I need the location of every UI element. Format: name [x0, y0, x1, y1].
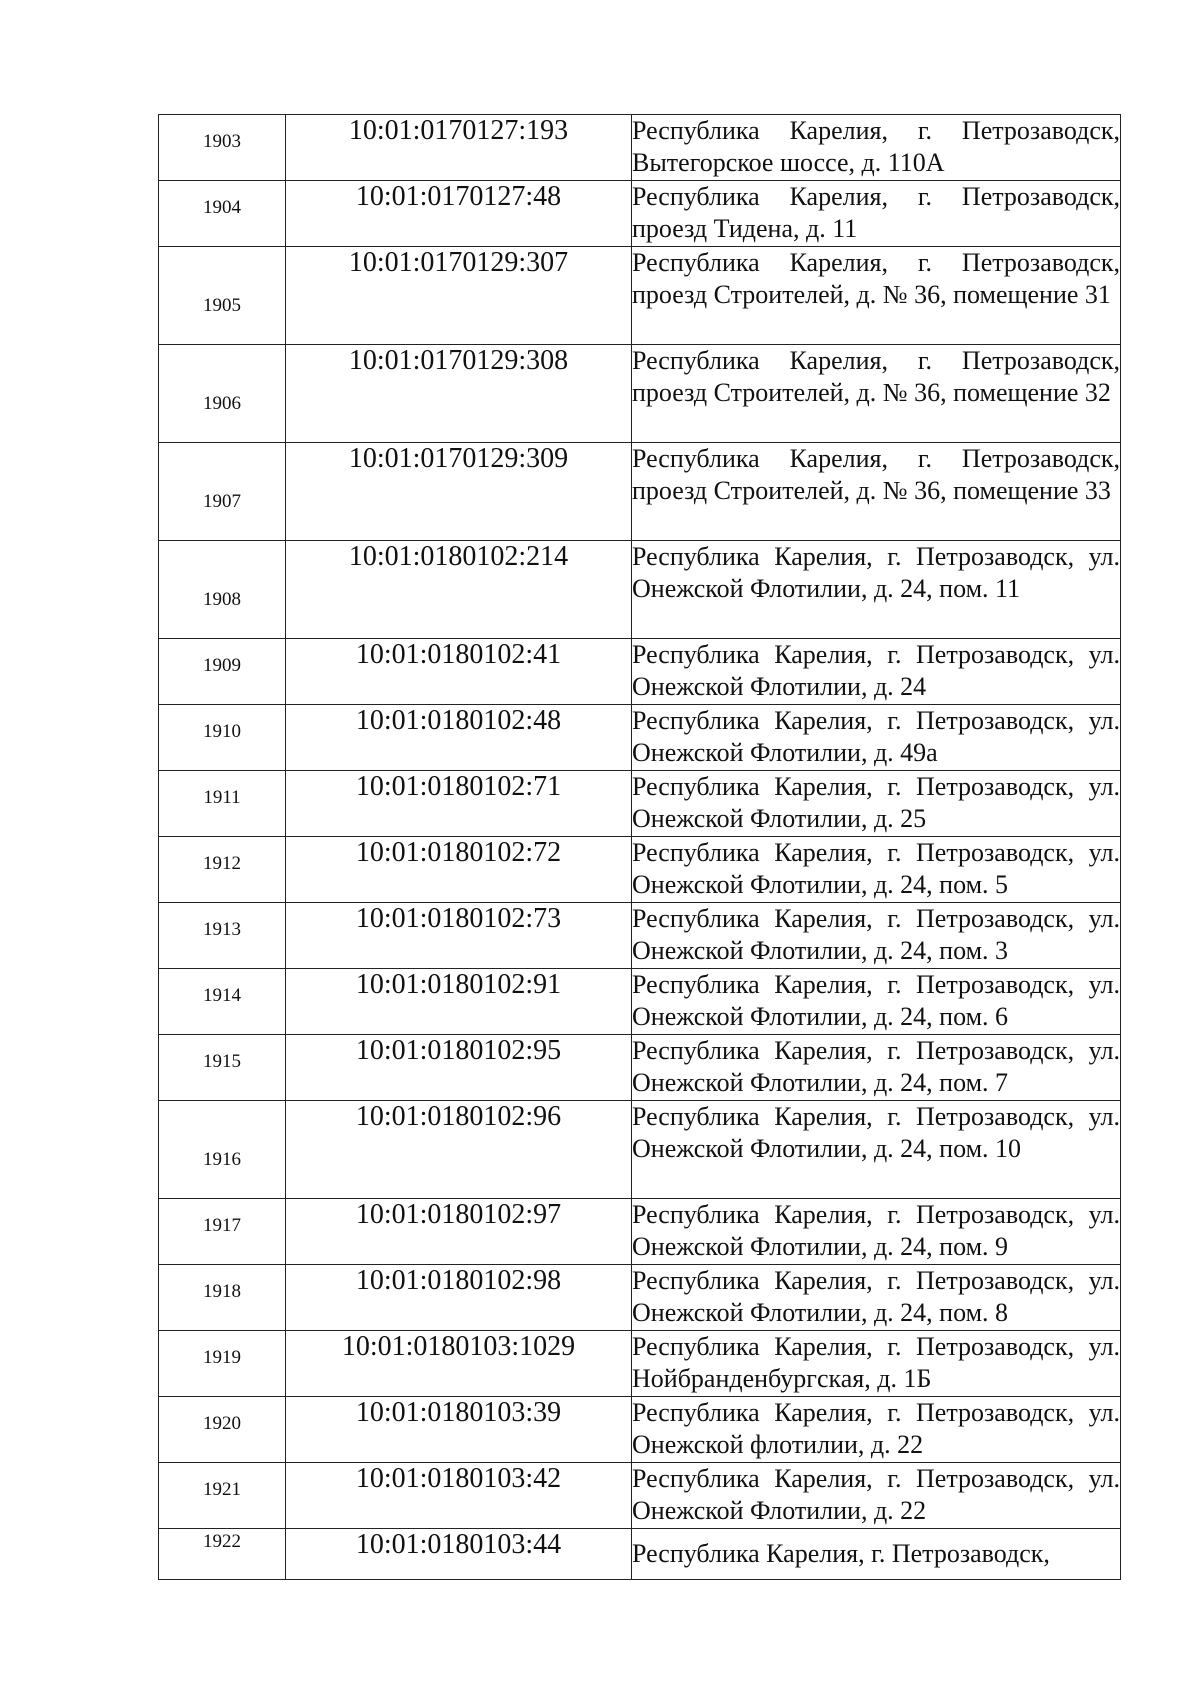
table-row — [159, 705, 1121, 771]
address: Республика Карелия, г. Петрозаводск, проезд Тидена, д. 11 — [632, 181, 1121, 247]
table-row — [159, 345, 1121, 443]
cadastral-number: 10:01:0180102:73 — [286, 903, 632, 969]
cadastral-number: 10:01:0180103:44 — [286, 1529, 632, 1580]
row-number-cell — [159, 115, 286, 181]
table-row — [159, 903, 1121, 969]
row-number: 1920 — [203, 1413, 241, 1434]
row-number: 1906 — [203, 393, 241, 414]
table-row — [159, 181, 1121, 247]
row-number-cell — [159, 247, 286, 345]
address: Республика Карелия, г. Петрозаводск, ул. Онежской флотилии, д. 22 — [632, 1397, 1121, 1463]
cadastral-number: 10:01:0180102:96 — [286, 1101, 632, 1199]
cadastral-number: 10:01:0180103:1029 — [286, 1331, 632, 1397]
cadastral-number: 10:01:0180102:98 — [286, 1265, 632, 1331]
row-number: 1909 — [203, 655, 241, 676]
address: Республика Карелия, г. Петрозаводск, ул. Онежской Флотилии, д. 24, пом. 6 — [632, 969, 1121, 1035]
address: Республика Карелия, г. Петрозаводск, проезд Строителей, д. № 36, помещение 33 — [632, 443, 1121, 541]
address: Республика Карелия, г. Петрозаводск, ул. Онежской Флотилии, д. 24, пом. 11 — [632, 541, 1121, 639]
cadastral-number: 10:01:0170129:308 — [286, 345, 632, 443]
row-number-cell — [159, 1101, 286, 1199]
table-row — [159, 771, 1121, 837]
row-number-cell — [159, 1331, 286, 1397]
cadastral-number: 10:01:0180102:71 — [286, 771, 632, 837]
address: Республика Карелия, г. Петрозаводск, проезд Строителей, д. № 36, помещение 32 — [632, 345, 1121, 443]
table-row — [159, 1331, 1121, 1397]
address: Республика Карелия, г. Петрозаводск, ул. Онежской Флотилии, д. 22 — [632, 1463, 1121, 1529]
address: Республика Карелия, г. Петрозаводск, ул. Онежской Флотилии, д. 24, пом. 8 — [632, 1265, 1121, 1331]
row-number-cell — [159, 1397, 286, 1463]
address: Республика Карелия, г. Петрозаводск, ул. Нойбранденбургская, д. 1Б — [632, 1331, 1121, 1397]
row-number: 1903 — [203, 131, 241, 152]
row-number: 1922 — [203, 1531, 241, 1552]
table-row — [159, 541, 1121, 639]
cadastral-number: 10:01:0170127:193 — [286, 115, 632, 181]
row-number-cell — [159, 705, 286, 771]
table-row — [159, 1199, 1121, 1265]
address: Республика Карелия, г. Петрозаводск, Вытегорское шоссе, д. 110А — [632, 115, 1121, 181]
table-row — [159, 639, 1121, 705]
table-row — [159, 247, 1121, 345]
address: Республика Карелия, г. Петрозаводск, ул. Онежской Флотилии, д. 24 — [632, 639, 1121, 705]
registry-table-body — [159, 115, 1121, 1580]
row-number-cell — [159, 1529, 286, 1580]
row-number-cell — [159, 1199, 286, 1265]
row-number: 1910 — [203, 721, 241, 742]
address: Республика Карелия, г. Петрозаводск, проезд Строителей, д. № 36, помещение 31 — [632, 247, 1121, 345]
row-number-cell — [159, 181, 286, 247]
row-number: 1916 — [203, 1149, 241, 1170]
row-number: 1907 — [203, 491, 241, 512]
table-row — [159, 1529, 1121, 1580]
address: Республика Карелия, г. Петрозаводск, ул. Онежской Флотилии, д. 24, пом. 5 — [632, 837, 1121, 903]
cadastral-number: 10:01:0180102:97 — [286, 1199, 632, 1265]
table-row — [159, 1397, 1121, 1463]
cadastral-number: 10:01:0180102:91 — [286, 969, 632, 1035]
row-number: 1911 — [203, 787, 241, 808]
row-number-cell — [159, 837, 286, 903]
row-number: 1913 — [203, 919, 241, 940]
cadastral-number: 10:01:0180103:42 — [286, 1463, 632, 1529]
address: Республика Карелия, г. Петрозаводск, ул. Онежской Флотилии, д. 24, пом. 3 — [632, 903, 1121, 969]
table-row — [159, 443, 1121, 541]
row-number-cell — [159, 1035, 286, 1101]
cadastral-number: 10:01:0180102:72 — [286, 837, 632, 903]
row-number-cell — [159, 1265, 286, 1331]
registry-table — [158, 114, 1121, 1580]
row-number: 1908 — [203, 589, 241, 610]
address: Республика Карелия, г. Петрозаводск, ул. Онежской Флотилии, д. 24, пом. 9 — [632, 1199, 1121, 1265]
cadastral-number: 10:01:0180103:39 — [286, 1397, 632, 1463]
row-number: 1904 — [203, 197, 241, 218]
table-row — [159, 1265, 1121, 1331]
row-number: 1915 — [203, 1051, 241, 1072]
row-number: 1905 — [203, 295, 241, 316]
cadastral-number: 10:01:0180102:214 — [286, 541, 632, 639]
address: Республика Карелия, г. Петрозаводск, ул. Онежской Флотилии, д. 24, пом. 7 — [632, 1035, 1121, 1101]
row-number: 1919 — [203, 1347, 241, 1368]
cadastral-number: 10:01:0180102:41 — [286, 639, 632, 705]
row-number: 1921 — [203, 1479, 241, 1500]
row-number-cell — [159, 1463, 286, 1529]
row-number-cell — [159, 345, 286, 443]
cadastral-number: 10:01:0170129:307 — [286, 247, 632, 345]
row-number: 1918 — [203, 1281, 241, 1302]
cadastral-number: 10:01:0180102:95 — [286, 1035, 632, 1101]
row-number: 1914 — [203, 985, 241, 1006]
row-number-cell — [159, 969, 286, 1035]
row-number-cell — [159, 903, 286, 969]
address: Республика Карелия, г. Петрозаводск, ул. Онежской Флотилии, д. 49а — [632, 705, 1121, 771]
table-row — [159, 1035, 1121, 1101]
row-number: 1917 — [203, 1215, 241, 1236]
table-row — [159, 837, 1121, 903]
table-row — [159, 1101, 1121, 1199]
address: Республика Карелия, г. Петрозаводск, ул. Онежской Флотилии, д. 25 — [632, 771, 1121, 837]
table-row — [159, 969, 1121, 1035]
cadastral-number: 10:01:0170127:48 — [286, 181, 632, 247]
row-number: 1912 — [203, 853, 241, 874]
row-number-cell — [159, 443, 286, 541]
row-number-cell — [159, 541, 286, 639]
cadastral-number: 10:01:0180102:48 — [286, 705, 632, 771]
row-number-cell — [159, 639, 286, 705]
row-number-cell — [159, 771, 286, 837]
table-row — [159, 115, 1121, 181]
table-row — [159, 1463, 1121, 1529]
address: Республика Карелия, г. Петрозаводск, ул. Онежской Флотилии, д. 24, пом. 10 — [632, 1101, 1121, 1199]
address: Республика Карелия, г. Петрозаводск, — [632, 1529, 1121, 1580]
cadastral-number: 10:01:0170129:309 — [286, 443, 632, 541]
